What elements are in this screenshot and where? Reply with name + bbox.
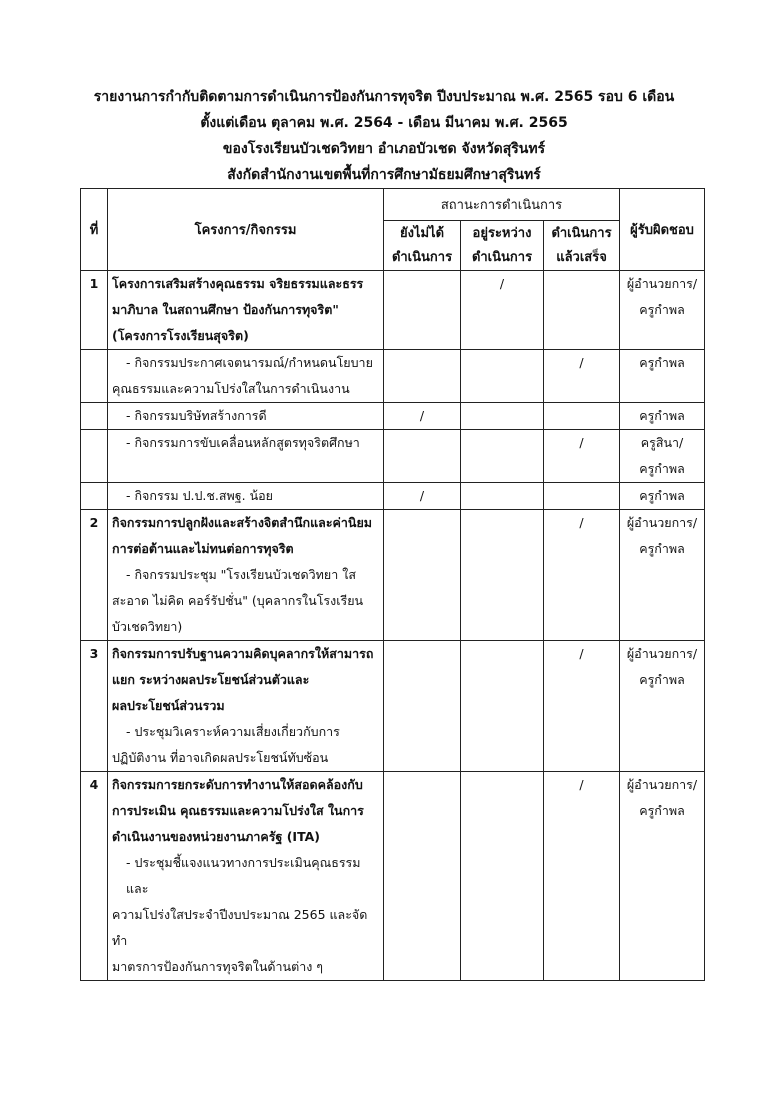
activity-line: ปฏิบัติงาน ที่อาจเกิดผลประโยชน์ทับซ้อน <box>112 750 329 765</box>
responsible-line: ครูกำพล <box>639 461 685 476</box>
responsible-cell <box>620 350 705 403</box>
status-cell-not-started <box>384 403 461 430</box>
project-cell <box>108 510 384 641</box>
status-cell-in-progress <box>461 271 544 350</box>
status-cell-not-started <box>384 641 461 772</box>
responsible-cell <box>620 772 705 981</box>
col-header-responsible: ผู้รับผิดชอบ <box>620 189 705 271</box>
activity-line: - กิจกรรมการขับเคลื่อนหลักสูตรทุจริตศึกษา <box>126 435 360 450</box>
project-title-line: แยก ระหว่างผลประโยชน์ส่วนตัวและ <box>112 672 310 687</box>
responsible-line: ครูกำพล <box>639 488 685 503</box>
status-cell-completed <box>544 772 620 981</box>
col-header-status-group: สถานะการดำเนินการ <box>384 189 620 221</box>
responsible-line: ครูกำพล <box>639 355 685 370</box>
project-title-line: กิจกรรมการยกระดับการทำงานให้สอดคล้องกับ <box>112 777 363 792</box>
row-number: 1 <box>81 271 108 350</box>
row-number <box>81 350 108 403</box>
responsible-cell <box>620 510 705 641</box>
status-table <box>80 188 705 981</box>
responsible-line: ครูกำพล <box>639 408 685 423</box>
table-row <box>81 350 705 403</box>
activity-line: - ประชุมวิเคราะห์ความเสี่ยงเกี่ยวกับการ <box>126 724 340 739</box>
row-number: 2 <box>81 510 108 641</box>
report-period: ตั้งแต่เดือน ตุลาคม พ.ศ. 2564 - เดือน มีนาคม พ.ศ. 2565 <box>200 115 568 131</box>
status-cell-not-started <box>384 430 461 483</box>
report-header <box>0 84 768 188</box>
project-cell <box>108 641 384 772</box>
table-body <box>81 271 705 981</box>
status-checkmark: / <box>419 408 425 423</box>
report-title: รายงานการกำกับติดตามการดำเนินการป้องกันการทุจริต ปีงบประมาณ พ.ศ. 2565 รอบ 6 เดือน <box>93 89 675 105</box>
project-title-line: ผลประโยชน์ส่วนรวม <box>112 698 225 713</box>
status-checkmark: / <box>419 488 425 503</box>
row-number: 3 <box>81 641 108 772</box>
status-cell-in-progress <box>461 403 544 430</box>
status-cell-completed <box>544 641 620 772</box>
activity-line: บัวเชดวิทยา) <box>112 619 183 634</box>
status-checkmark: / <box>579 646 584 661</box>
table-row <box>81 483 705 510</box>
table-row <box>81 403 705 430</box>
project-cell <box>108 483 384 510</box>
status-cell-in-progress <box>461 350 544 403</box>
row-number <box>81 430 108 483</box>
status-cell-not-started <box>384 271 461 350</box>
status-checkmark: / <box>499 276 505 291</box>
status-cell-completed <box>544 430 620 483</box>
project-title-line: กิจกรรมการปรับฐานความคิดบุคลากรให้สามารถ <box>112 646 374 661</box>
status-checkmark: / <box>579 777 584 792</box>
activity-line: - กิจกรรมบริษัทสร้างการดี <box>126 408 267 423</box>
project-cell <box>108 271 384 350</box>
status-cell-not-started <box>384 483 461 510</box>
project-title-line: กิจกรรมการปลูกฝังและสร้างจิตสำนึกและค่านิยม <box>112 515 373 530</box>
col-header-completed: ดำเนินการ แล้วเสร็จ <box>544 221 620 271</box>
project-cell <box>108 430 384 483</box>
status-cell-in-progress <box>461 430 544 483</box>
row-number <box>81 403 108 430</box>
responsible-cell <box>620 641 705 772</box>
table-row <box>81 510 705 641</box>
project-title-line: มาภิบาล ในสถานศึกษา ป้องกันการทุจริต" <box>112 302 339 317</box>
responsible-line: ผู้อำนวยการ/ <box>626 646 698 661</box>
row-number <box>81 483 108 510</box>
table-row <box>81 772 705 981</box>
responsible-cell <box>620 271 705 350</box>
status-cell-completed <box>544 271 620 350</box>
status-cell-completed <box>544 403 620 430</box>
activity-line: สะอาด ไม่คิด คอร์รัปชั่น" (บุคลากรในโรงเรียน <box>112 593 364 608</box>
col-header-in-progress: อยู่ระหว่าง ดำเนินการ <box>461 221 544 271</box>
status-cell-completed <box>544 350 620 403</box>
project-cell <box>108 350 384 403</box>
project-cell <box>108 772 384 981</box>
activity-line: มาตรการป้องกันการทุจริตในด้านต่าง ๆ <box>112 959 324 974</box>
activity-line: ความโปร่งใสประจำปีงบประมาณ 2565 และจัดทำ <box>112 907 368 948</box>
school-name: ของโรงเรียนบัวเชดวิทยา อำเภอบัวเชด จังหวัดสุรินทร์ <box>222 141 546 157</box>
project-title-line: (โครงการโรงเรียนสุจริต) <box>112 328 249 343</box>
responsible-line: ครูสินา/ <box>640 435 684 450</box>
col-header-no: ที่ <box>81 189 108 271</box>
responsible-cell <box>620 483 705 510</box>
responsible-cell <box>620 430 705 483</box>
activity-line: คุณธรรมและความโปร่งใสในการดำเนินงาน <box>112 381 350 396</box>
project-title-line: โครงการเสริมสร้างคุณธรรม จริยธรรมและธรร <box>112 276 364 291</box>
col-header-project: โครงการ/กิจกรรม <box>108 189 384 271</box>
project-title-line: การประเมิน คุณธรรมและความโปร่งใส ในการ <box>112 803 364 818</box>
status-cell-in-progress <box>461 772 544 981</box>
status-cell-not-started <box>384 350 461 403</box>
responsible-cell <box>620 403 705 430</box>
responsible-line: ผู้อำนวยการ/ <box>626 777 698 792</box>
responsible-line: ครูกำพล <box>639 672 685 687</box>
status-cell-in-progress <box>461 483 544 510</box>
status-cell-not-started <box>384 510 461 641</box>
col-header-not-started: ยังไม่ได้ ดำเนินการ <box>384 221 461 271</box>
activity-line: - กิจกรรมประกาศเจตนารมณ์/กำหนดนโยบาย <box>126 355 373 370</box>
status-cell-in-progress <box>461 641 544 772</box>
status-cell-not-started <box>384 772 461 981</box>
table-row <box>81 271 705 350</box>
status-cell-in-progress <box>461 510 544 641</box>
status-checkmark: / <box>579 515 584 530</box>
responsible-line: ครูกำพล <box>639 302 685 317</box>
responsible-line: ผู้อำนวยการ/ <box>626 276 698 291</box>
responsible-line: ครูกำพล <box>639 803 685 818</box>
affiliation: สังกัดสำนักงานเขตพื้นที่การศึกษามัธยมศึกษาสุรินทร์ <box>227 167 541 183</box>
status-checkmark: / <box>579 355 584 370</box>
responsible-line: ผู้อำนวยการ/ <box>626 515 698 530</box>
project-title-line: การต่อต้านและไม่ทนต่อการทุจริต <box>112 541 294 556</box>
table-row <box>81 641 705 772</box>
status-cell-completed <box>544 510 620 641</box>
project-cell <box>108 403 384 430</box>
table-row <box>81 430 705 483</box>
status-checkmark: / <box>579 435 584 450</box>
activity-line: - ประชุมชี้แจงแนวทางการประเมินคุณธรรมและ <box>126 855 361 896</box>
project-title-line: ดำเนินงานของหน่วยงานภาครัฐ (ITA) <box>112 829 321 844</box>
activity-line: - กิจกรรม ป.ป.ช.สพฐ. น้อย <box>126 488 273 503</box>
responsible-line: ครูกำพล <box>639 541 685 556</box>
status-cell-completed <box>544 483 620 510</box>
activity-line: - กิจกรรมประชุม "โรงเรียนบัวเชดวิทยา ใส <box>126 567 356 582</box>
row-number: 4 <box>81 772 108 981</box>
